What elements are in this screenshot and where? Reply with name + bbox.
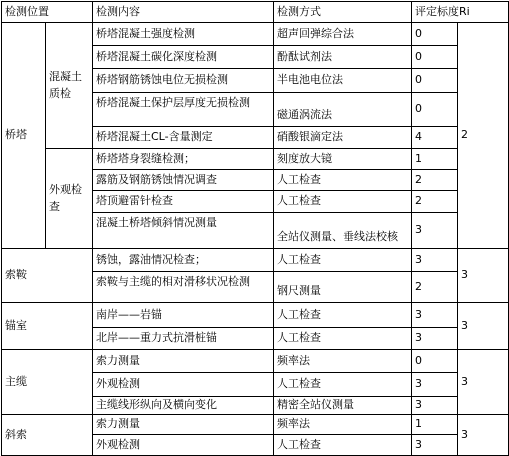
row-rating-text: 0 [415,73,422,86]
row-content [92,414,273,434]
row-method [273,327,411,349]
row-divider [92,434,458,435]
header-method-text: 检测方式 [277,4,321,18]
header-divider [1,22,509,23]
row-content-text: 锈蚀，露油情况检查； [96,252,206,266]
row-content-text: 桥塔混凝土强度检测 [96,26,195,40]
row-divider [45,148,458,149]
row-divider [92,327,458,328]
group-location-text: 斜索 [5,427,27,441]
col-divider-score [457,22,458,455]
row-content-text: 桥塔混凝土保护层厚度无损检测 [96,96,250,109]
row-method [273,169,411,190]
row-divider [92,372,458,373]
row-divider [92,396,458,397]
row-method [273,148,411,169]
subgroup-label-text: 外观检查 [49,183,82,213]
row-divider [92,68,458,69]
group-score [457,248,508,302]
row-content [92,148,273,169]
row-rating-text: 3 [415,307,422,321]
row-rating-text: 0 [415,353,422,367]
row-method-text: 刻度放大镜 [277,151,332,165]
row-content [92,212,273,248]
row-rating [411,271,457,302]
row-rating [411,68,457,92]
row-content-text: 外观检测 [96,377,140,390]
row-method-text: 人工检查 [277,377,321,390]
group-score-text: 2 [461,128,468,141]
header-content [92,1,273,22]
col-divider-rating [411,1,412,455]
row-method-text: 人工检查 [277,437,321,451]
row-divider [92,190,458,191]
row-rating [411,434,457,455]
row-content-text: 塔顶避雷针检查 [96,194,173,207]
row-rating [411,190,457,212]
row-content-text: 露筋及钢筋锈蚀情况调查 [96,172,217,186]
row-method [273,45,411,68]
row-content [92,396,273,414]
group-score [457,302,508,349]
row-content-text: 桥塔混凝土CL-含量测定 [96,130,213,143]
group-divider [1,302,509,303]
row-content-text: 索力测量 [96,353,140,367]
row-method-text: 超声回弹综合法 [277,26,354,40]
row-rating [411,302,457,327]
group-divider [1,248,509,249]
row-rating-text: 0 [415,49,422,63]
row-method [273,22,411,45]
border-left [1,1,2,456]
row-method [273,68,411,92]
row-divider [92,92,458,93]
row-method-text: 精密全站仪测量 [277,398,354,411]
subgroup-label [45,148,89,248]
row-content-text: 外观检测 [96,437,140,451]
row-rating [411,148,457,169]
row-rating [411,45,457,68]
row-method [273,372,411,396]
row-content [92,22,273,45]
row-content-text: 桥塔混凝土碳化深度检测 [96,49,217,63]
row-method [273,248,411,271]
row-method [273,414,411,434]
row-method-text: 全站仪测量、垂线法校核 [277,230,398,243]
row-method-text: 酚酞试剂法 [277,49,332,63]
row-rating-text: 4 [415,130,422,143]
group-location [1,248,45,302]
col-divider-method [273,1,274,455]
row-rating [411,212,457,248]
row-divider [92,126,458,127]
row-method [273,434,411,455]
row-method [273,126,411,148]
row-method [273,302,411,327]
row-rating-text: 2 [415,194,422,207]
group-score [457,349,508,414]
group-location [1,302,45,349]
group-location [1,22,45,248]
row-content [92,126,273,148]
group-location [1,349,45,414]
row-content [92,327,273,349]
row-rating-text: 1 [415,151,422,165]
row-content-text: 桥塔钢筋锈蚀电位无损检测 [96,73,228,86]
row-content [92,190,273,212]
row-rating-text: 3 [415,437,422,451]
row-rating-text: 3 [415,377,422,390]
group-location-text: 桥塔 [5,128,27,141]
row-method [273,212,411,248]
row-content [92,349,273,372]
header-content-text: 检测内容 [96,4,140,18]
group-location [1,414,45,455]
row-divider [92,169,458,170]
border-top [1,1,509,2]
row-content-text: 桥塔塔身裂缝检测； [96,151,195,165]
row-content [92,169,273,190]
row-content [92,271,273,302]
row-content-text: 南岸——岩锚 [96,307,162,321]
group-location-text: 锚室 [5,318,27,332]
row-method [273,271,411,302]
row-method-text: 人工检查 [277,172,321,186]
row-method [273,190,411,212]
header-rating-text: 评定标度Ri [415,4,470,18]
row-divider [92,271,458,272]
group-location-text: 主缆 [5,374,27,388]
row-rating [411,349,457,372]
header-location-text: 检测位置 [5,4,49,18]
row-rating [411,396,457,414]
row-rating-text: 3 [415,331,422,344]
row-rating-text: 1 [415,417,422,430]
row-content [92,45,273,68]
row-content [92,68,273,92]
col-divider-subgroup [45,22,46,248]
row-method-text: 人工检查 [277,307,321,321]
group-score [457,22,508,248]
row-method-text: 人工检查 [277,252,321,266]
row-rating-text: 3 [415,223,422,236]
row-rating-text: 2 [415,279,422,293]
row-rating-text: 3 [415,398,422,411]
header-location [1,1,92,22]
row-divider [92,45,458,46]
row-method-text: 半电池电位法 [277,73,343,86]
row-method-text: 磁通涡流法 [277,108,332,121]
group-divider [1,414,509,415]
row-content-text: 索鞍与主缆的相对滑移状况检测 [96,275,250,288]
row-method-text: 硝酸银滴定法 [277,130,343,143]
header-method [273,1,411,22]
row-method [273,92,411,126]
group-score-text: 3 [461,427,468,441]
row-method [273,396,411,414]
row-content [92,302,273,327]
row-rating [411,248,457,271]
row-rating [411,372,457,396]
row-rating [411,126,457,148]
subgroup-label [45,22,89,148]
row-method-text: 频率法 [277,353,310,367]
row-rating [411,169,457,190]
group-score-text: 3 [461,374,468,388]
group-divider [1,349,509,350]
row-content-text: 主缆线形纵向及横向变化 [96,398,217,411]
group-score [457,414,508,455]
row-rating-text: 2 [415,172,422,186]
row-content-text: 混凝土桥塔倾斜情况测量 [96,216,217,229]
group-score-text: 3 [461,268,468,281]
row-rating-text: 0 [415,26,422,40]
row-rating [411,92,457,126]
group-score-text: 3 [461,318,468,332]
row-method [273,349,411,372]
row-divider [92,212,458,213]
row-rating-text: 0 [415,102,422,115]
subgroup-label-text: 混凝土质检 [49,70,82,100]
row-method-text: 人工检查 [277,194,321,207]
row-content-text: 北岸——重力式抗滑桩锚 [96,331,217,344]
row-content [92,372,273,396]
group-location-text: 索鞍 [5,268,27,281]
row-rating [411,327,457,349]
row-content [92,434,273,455]
row-method-text: 频率法 [277,417,310,430]
row-method-text: 人工检查 [277,331,321,344]
row-rating-text: 3 [415,252,422,266]
row-content [92,92,273,126]
row-content [92,248,273,271]
header-rating [411,1,508,22]
row-rating [411,414,457,434]
col-divider-content [92,1,93,455]
row-content-text: 索力测量 [96,417,140,430]
row-rating [411,22,457,45]
row-method-text: 钢尺测量 [277,284,321,297]
